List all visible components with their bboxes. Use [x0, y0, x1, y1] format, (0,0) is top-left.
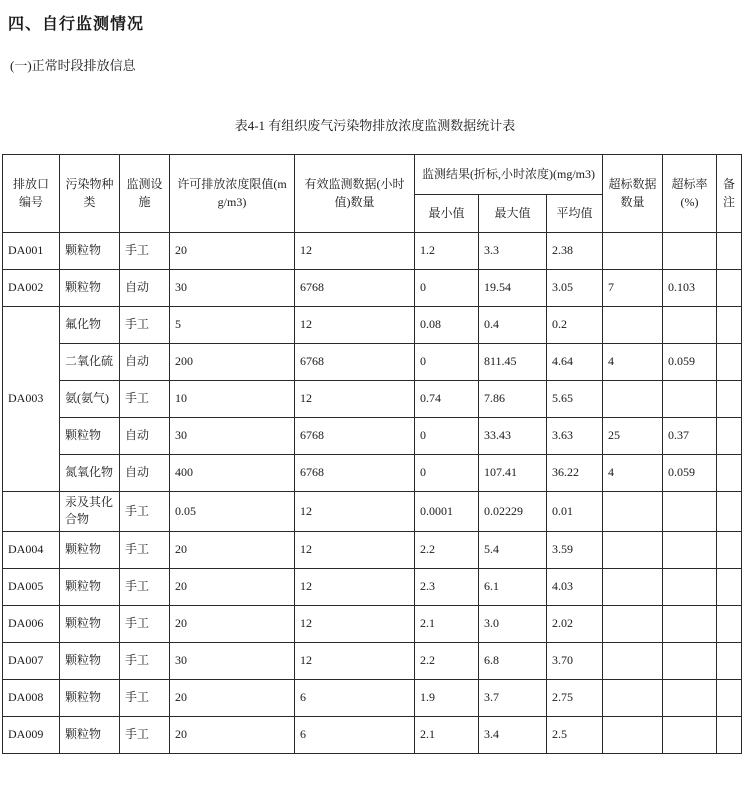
- cell-rate: [663, 605, 717, 642]
- cell-avg: 2.75: [547, 679, 603, 716]
- table-row-mercury: [3, 492, 742, 532]
- cell-pollutant: 颗粒物: [60, 270, 120, 307]
- cell-facility: 手工: [120, 568, 170, 605]
- cell-avg: 2.02: [547, 605, 603, 642]
- table-body: [3, 233, 742, 754]
- cell-valid: 12: [295, 233, 415, 270]
- cell-outlet: DA005: [3, 568, 60, 605]
- cell-facility: 手工: [120, 679, 170, 716]
- cell-avg: 36.22: [547, 455, 603, 492]
- cell-remark: [717, 492, 742, 532]
- table-row-da002: [3, 270, 742, 307]
- table-row-da003-3: [3, 381, 742, 418]
- cell-exceed: [603, 568, 663, 605]
- cell-remark: [717, 716, 742, 753]
- table-title: 表4-1 有组织废气污染物排放浓度监测数据统计表: [234, 118, 516, 133]
- cell-limit: 30: [170, 270, 295, 307]
- header-valid-count: 有效监测数据(小时值)数量: [295, 155, 415, 233]
- table-row-da009: [3, 716, 742, 753]
- cell-rate: [663, 307, 717, 344]
- cell-max: 0.4: [479, 307, 547, 344]
- cell-valid: 12: [295, 381, 415, 418]
- header-avg: 平均值: [547, 195, 603, 233]
- cell-limit: 30: [170, 642, 295, 679]
- cell-remark: [717, 642, 742, 679]
- cell-min: 0.74: [415, 381, 479, 418]
- cell-outlet: DA004: [3, 531, 60, 568]
- cell-valid: 6: [295, 716, 415, 753]
- cell-exceed: 4: [603, 344, 663, 381]
- cell-outlet: DA002: [3, 270, 60, 307]
- cell-facility: 自动: [120, 418, 170, 455]
- cell-min: 0: [415, 455, 479, 492]
- cell-avg: 2.5: [547, 716, 603, 753]
- cell-max: 3.4: [479, 716, 547, 753]
- cell-rate: [663, 531, 717, 568]
- cell-remark: [717, 455, 742, 492]
- table-row-da003-5: [3, 455, 742, 492]
- cell-max: 811.45: [479, 344, 547, 381]
- cell-facility: 手工: [120, 605, 170, 642]
- cell-rate: [663, 679, 717, 716]
- table-row-da003-2: [3, 344, 742, 381]
- cell-valid: 6768: [295, 455, 415, 492]
- cell-min: 2.2: [415, 642, 479, 679]
- cell-facility: 自动: [120, 344, 170, 381]
- cell-rate: [663, 568, 717, 605]
- header-exceed-count: 超标数据数量: [603, 155, 663, 233]
- cell-pollutant: 氨(氨气): [60, 381, 120, 418]
- cell-exceed: [603, 679, 663, 716]
- cell-min: 0: [415, 418, 479, 455]
- header-facility: 监测设施: [120, 155, 170, 233]
- cell-valid: 6: [295, 679, 415, 716]
- cell-max: 107.41: [479, 455, 547, 492]
- cell-pollutant: 颗粒物: [60, 233, 120, 270]
- cell-rate: [663, 381, 717, 418]
- cell-exceed: [603, 233, 663, 270]
- cell-limit: 30: [170, 418, 295, 455]
- cell-facility: 手工: [120, 233, 170, 270]
- cell-outlet: DA007: [3, 642, 60, 679]
- cell-limit: 20: [170, 568, 295, 605]
- subsection-heading: (一)正常时段排放信息: [10, 58, 136, 73]
- cell-pollutant: 颗粒物: [60, 531, 120, 568]
- cell-min: 2.1: [415, 605, 479, 642]
- cell-valid: 12: [295, 605, 415, 642]
- cell-rate: 0.059: [663, 455, 717, 492]
- cell-avg: 3.70: [547, 642, 603, 679]
- cell-remark: [717, 568, 742, 605]
- cell-pollutant: 颗粒物: [60, 418, 120, 455]
- cell-valid: 12: [295, 492, 415, 532]
- table-row-da007: [3, 642, 742, 679]
- table-row-da003-4: [3, 418, 742, 455]
- cell-max: 3.0: [479, 605, 547, 642]
- cell-limit: 0.05: [170, 492, 295, 532]
- cell-pollutant: 氟化物: [60, 307, 120, 344]
- cell-avg: 5.65: [547, 381, 603, 418]
- cell-outlet: DA003: [3, 307, 60, 492]
- cell-max: 3.3: [479, 233, 547, 270]
- cell-remark: [717, 270, 742, 307]
- cell-pollutant: 颗粒物: [60, 642, 120, 679]
- cell-exceed: [603, 531, 663, 568]
- cell-outlet: DA008: [3, 679, 60, 716]
- cell-min: 0.0001: [415, 492, 479, 532]
- cell-limit: 200: [170, 344, 295, 381]
- cell-avg: 0.2: [547, 307, 603, 344]
- cell-exceed: [603, 492, 663, 532]
- cell-max: 5.4: [479, 531, 547, 568]
- cell-remark: [717, 233, 742, 270]
- cell-exceed: 7: [603, 270, 663, 307]
- cell-avg: 3.59: [547, 531, 603, 568]
- cell-facility: 手工: [120, 381, 170, 418]
- cell-exceed: [603, 605, 663, 642]
- header-min: 最小值: [415, 195, 479, 233]
- cell-valid: 6768: [295, 270, 415, 307]
- cell-valid: 12: [295, 307, 415, 344]
- cell-facility: 手工: [120, 307, 170, 344]
- cell-remark: [717, 307, 742, 344]
- cell-limit: 10: [170, 381, 295, 418]
- cell-valid: 12: [295, 642, 415, 679]
- cell-remark: [717, 418, 742, 455]
- cell-limit: 20: [170, 605, 295, 642]
- cell-avg: 2.38: [547, 233, 603, 270]
- cell-exceed: [603, 381, 663, 418]
- cell-max: 19.54: [479, 270, 547, 307]
- cell-max: 6.1: [479, 568, 547, 605]
- cell-remark: [717, 605, 742, 642]
- cell-facility: 自动: [120, 455, 170, 492]
- cell-pollutant: 颗粒物: [60, 568, 120, 605]
- cell-max: 0.02229: [479, 492, 547, 532]
- cell-valid: 6768: [295, 418, 415, 455]
- cell-limit: 20: [170, 716, 295, 753]
- cell-valid: 12: [295, 531, 415, 568]
- cell-remark: [717, 381, 742, 418]
- cell-exceed: [603, 307, 663, 344]
- cell-facility: 手工: [120, 642, 170, 679]
- cell-limit: 20: [170, 233, 295, 270]
- cell-exceed: [603, 642, 663, 679]
- table-row-da008: [3, 679, 742, 716]
- cell-max: 6.8: [479, 642, 547, 679]
- cell-exceed: [603, 716, 663, 753]
- cell-facility: 手工: [120, 492, 170, 532]
- table-row-da005: [3, 568, 742, 605]
- cell-min: 1.2: [415, 233, 479, 270]
- monitoring-data-table: [2, 154, 742, 754]
- cell-rate: [663, 716, 717, 753]
- cell-outlet: DA001: [3, 233, 60, 270]
- cell-exceed: 25: [603, 418, 663, 455]
- cell-pollutant: 颗粒物: [60, 716, 120, 753]
- cell-pollutant: 氮氧化物: [60, 455, 120, 492]
- cell-min: 0.08: [415, 307, 479, 344]
- header-max: 最大值: [479, 195, 547, 233]
- cell-facility: 手工: [120, 716, 170, 753]
- header-row-1: [3, 155, 742, 195]
- cell-remark: [717, 344, 742, 381]
- header-remark: 备注: [717, 155, 742, 233]
- table-row-da004: [3, 531, 742, 568]
- header-limit: 许可排放浓度限值(mg/m3): [170, 155, 295, 233]
- cell-rate: [663, 233, 717, 270]
- cell-max: 33.43: [479, 418, 547, 455]
- cell-min: 2.2: [415, 531, 479, 568]
- header-outlet: 排放口编号: [3, 155, 60, 233]
- section-heading: 四、自行监测情况: [8, 16, 145, 33]
- cell-avg: 4.64: [547, 344, 603, 381]
- cell-min: 0: [415, 344, 479, 381]
- cell-pollutant: 汞及其化合物: [60, 492, 120, 532]
- cell-max: 7.86: [479, 381, 547, 418]
- table-row-da006: [3, 605, 742, 642]
- cell-pollutant: 颗粒物: [60, 605, 120, 642]
- cell-min: 0: [415, 270, 479, 307]
- cell-min: 2.1: [415, 716, 479, 753]
- cell-rate: 0.059: [663, 344, 717, 381]
- header-result-group: 监测结果(折标,小时浓度)(mg/m3): [415, 155, 603, 195]
- cell-outlet: [3, 492, 60, 532]
- cell-facility: 自动: [120, 270, 170, 307]
- cell-rate: 0.37: [663, 418, 717, 455]
- cell-facility: 手工: [120, 531, 170, 568]
- cell-remark: [717, 679, 742, 716]
- cell-avg: 3.63: [547, 418, 603, 455]
- cell-min: 2.3: [415, 568, 479, 605]
- table-row-da003-1: [3, 307, 742, 344]
- cell-avg: 4.03: [547, 568, 603, 605]
- header-exceed-rate: 超标率(%): [663, 155, 717, 233]
- cell-rate: [663, 492, 717, 532]
- cell-valid: 12: [295, 568, 415, 605]
- cell-pollutant: 二氧化硫: [60, 344, 120, 381]
- table-row-da001: [3, 233, 742, 270]
- cell-limit: 5: [170, 307, 295, 344]
- cell-outlet: DA009: [3, 716, 60, 753]
- header-pollutant: 污染物种类: [60, 155, 120, 233]
- cell-avg: 0.01: [547, 492, 603, 532]
- cell-outlet: DA006: [3, 605, 60, 642]
- cell-exceed: 4: [603, 455, 663, 492]
- cell-rate: [663, 642, 717, 679]
- cell-remark: [717, 531, 742, 568]
- cell-max: 3.7: [479, 679, 547, 716]
- cell-min: 1.9: [415, 679, 479, 716]
- cell-limit: 400: [170, 455, 295, 492]
- cell-limit: 20: [170, 679, 295, 716]
- cell-rate: 0.103: [663, 270, 717, 307]
- table-header: [3, 155, 742, 233]
- cell-pollutant: 颗粒物: [60, 679, 120, 716]
- cell-limit: 20: [170, 531, 295, 568]
- cell-avg: 3.05: [547, 270, 603, 307]
- cell-valid: 6768: [295, 344, 415, 381]
